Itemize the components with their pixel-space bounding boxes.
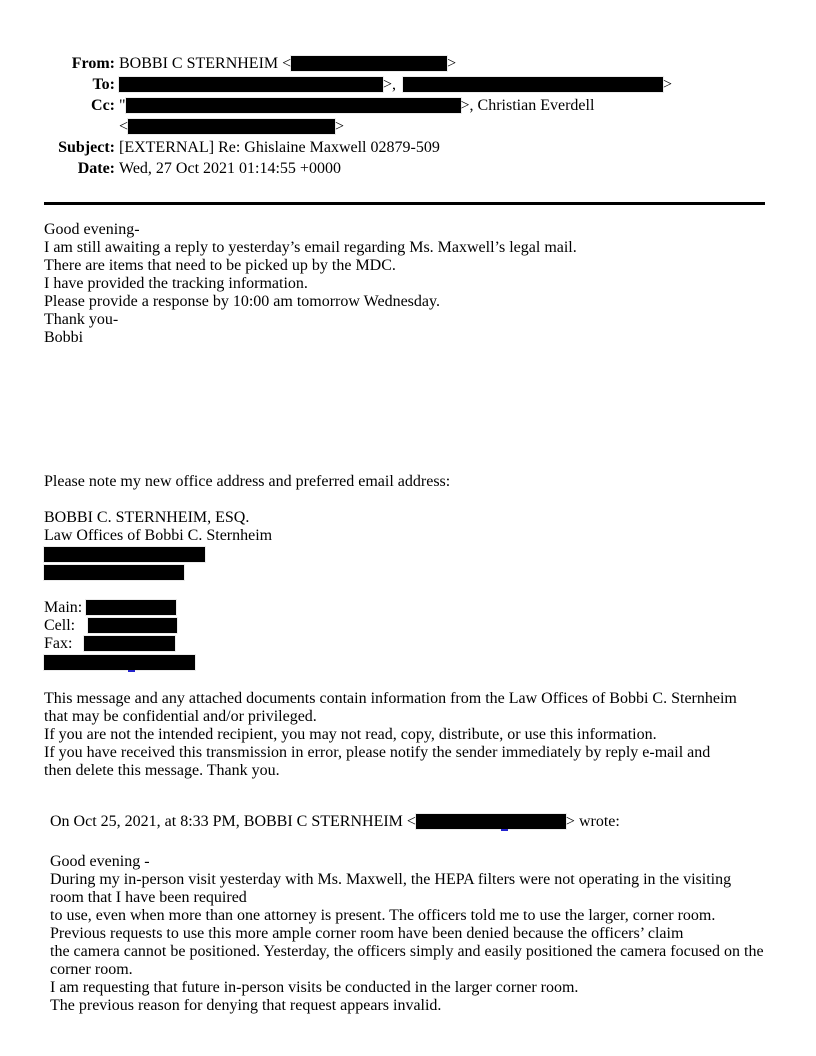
blank-line	[44, 581, 450, 599]
quoted-attribution	[50, 813, 764, 831]
disclaimer-line: If you have received this transmission in error, please notify the sender immediately by reply e-mail and	[44, 744, 711, 761]
redacted-address-line	[44, 545, 450, 563]
signature-name: BOBBI C. STERNHEIM, ESQ.	[44, 509, 250, 526]
subject-value: [EXTERNAL] Re: Ghislaine Maxwell 02879-509	[119, 139, 440, 156]
date-label: Date:	[77, 160, 115, 177]
link-underline-peek	[128, 670, 135, 672]
redaction-bar	[84, 636, 175, 651]
quoted-line: The previous reason for denying that request appears invalid.	[50, 997, 442, 1014]
from-label: From:	[71, 55, 115, 72]
from-angle-close: >	[447, 55, 457, 72]
redaction-bar	[119, 77, 383, 92]
quoted-message	[50, 813, 764, 1015]
cc-label: Cc:	[91, 97, 115, 114]
blank-line	[44, 491, 450, 509]
cc2-angle-close: >	[335, 118, 345, 135]
attribution-text: On Oct 25, 2021, at 8:33 PM, BOBBI C STERNHEIM <	[50, 813, 416, 830]
header-row-cc-wrap	[44, 116, 672, 137]
main-label: Main:	[44, 599, 83, 616]
redaction-bar	[86, 600, 176, 615]
body-line: Good evening-	[44, 221, 140, 238]
address-note: Please note my new office address and preferred email address:	[44, 473, 451, 490]
fax-label: Fax:	[44, 635, 73, 652]
redacted-address-line	[44, 563, 450, 581]
body-line: Bobbi	[44, 329, 84, 346]
redaction-bar	[44, 655, 195, 670]
from-value	[119, 53, 456, 74]
signature-block	[44, 473, 450, 671]
header-row-subject	[44, 137, 672, 158]
disclaimer-line: If you are not the intended recipient, you may not read, copy, distribute, or use this information.	[44, 726, 657, 743]
message-body	[44, 221, 577, 347]
quoted-line: Previous requests to use this more ample corner room have been denied because the officers’ claim	[50, 925, 684, 942]
cc2-angle-open: <	[119, 118, 129, 135]
header-divider	[44, 202, 765, 205]
cc-open-quote: "	[119, 97, 126, 114]
redacted-email-line	[44, 653, 450, 671]
header-row-date	[44, 158, 672, 179]
cc-label-spacer	[44, 116, 115, 137]
disclaimer-line: This message and any attached documents contain information from the Law Offices of Bobbi C. Sternheim	[44, 690, 737, 707]
cc-second-recipient: >, Christian Everdell	[460, 97, 595, 114]
redaction-bar	[128, 119, 335, 134]
quoted-line: to use, even when more than one attorney is present. The officers told me to use the larger, corner room.	[50, 907, 716, 924]
from-sender-name: BOBBI C STERNHEIM <	[119, 55, 292, 72]
cc-value	[119, 95, 594, 116]
quoted-line: room that I have been required	[50, 889, 247, 906]
redaction-bar	[291, 56, 447, 71]
redaction-bar	[44, 565, 184, 580]
disclaimer-block	[44, 690, 737, 780]
blank-line	[50, 831, 764, 853]
header-row-from	[44, 53, 672, 74]
body-line: Thank you-	[44, 311, 119, 328]
quoted-line: I am requesting that future in-person visits be conducted in the larger corner room.	[50, 979, 579, 996]
redaction-bar	[416, 814, 566, 829]
body-line: Please provide a response by 10:00 am tomorrow Wednesday.	[44, 293, 440, 310]
phone-cell-row	[44, 617, 450, 635]
to-separator: >,	[383, 76, 397, 93]
to-angle-close: >	[663, 76, 673, 93]
quoted-line: During my in-person visit yesterday with Ms. Maxwell, the HEPA filters were not operating in the visiting	[50, 871, 732, 888]
date-value: Wed, 27 Oct 2021 01:14:55 +0000	[119, 160, 341, 177]
cc-value-line2	[119, 116, 344, 137]
to-label: To:	[92, 76, 115, 93]
disclaimer-line: then delete this message. Thank you.	[44, 762, 280, 779]
to-value	[119, 74, 672, 95]
disclaimer-line: that may be confidential and/or privileged.	[44, 708, 317, 725]
signature-firm: Law Offices of Bobbi C. Sternheim	[44, 527, 273, 544]
email-header	[44, 53, 672, 179]
quoted-line: Good evening -	[50, 853, 150, 870]
quoted-line: the camera cannot be positioned. Yesterday, the officers simply and easily positioned the camera focused on the	[50, 943, 764, 960]
cell-label: Cell:	[44, 617, 76, 634]
header-row-cc	[44, 95, 672, 116]
phone-main-row	[44, 599, 450, 617]
body-line: I am still awaiting a reply to yesterday’s email regarding Ms. Maxwell’s legal mail.	[44, 239, 577, 256]
body-line: I have provided the tracking information.	[44, 275, 308, 292]
header-row-to	[44, 74, 672, 95]
link-underline-peek	[501, 829, 508, 831]
redaction-bar	[126, 98, 461, 113]
subject-label: Subject:	[58, 139, 115, 156]
redaction-bar	[403, 77, 663, 92]
attribution-wrote: > wrote:	[565, 813, 620, 830]
body-line: There are items that need to be picked up by the MDC.	[44, 257, 396, 274]
redaction-bar	[44, 547, 205, 562]
redaction-bar	[88, 618, 177, 633]
quoted-line: corner room.	[50, 961, 133, 978]
phone-fax-row	[44, 635, 450, 653]
